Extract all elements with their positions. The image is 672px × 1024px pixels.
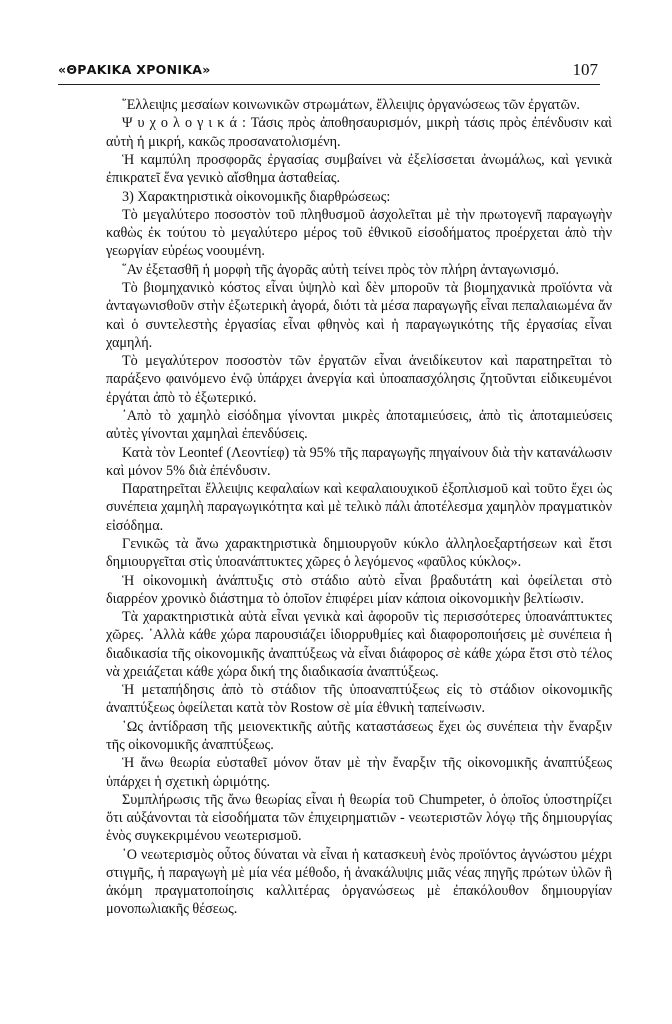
paragraph: Τὸ μεγαλύτερο ποσοστὸν τοῦ πληθυσμοῦ ἀσχολεῖται μὲ τὴν πρωτογενῆ παραγωγὴν καθὼς ἐκ τούτου τὸ μεγαλύτερο μέρος τοῦ ἐθνικοῦ εἰσοδήματος προέρχεται ἀπὸ τὴν γεωργίαν εὐρέως νοουμένη. — [106, 206, 612, 260]
page-number: 107 — [572, 60, 598, 79]
paragraph: Γενικῶς τὰ ἄνω χαρακτηριστικὰ δημιουργοῦν κύκλο ἀλληλοεξαρτήσεων καὶ ἔτσι δημιουργεῖται στὶς ὑποανάπτυκτες χῶρες ὁ λεγόμενος «φαῦλος κύκλος». — [106, 535, 612, 571]
paragraph: Συμπλήρωσις τῆς ἄνω θεωρίας εἶναι ἡ θεωρία τοῦ Chumpeter, ὁ ὁποῖος ὑποστηρίζει ὅτι αὐξάνονται τὰ εἰσοδήματα τῶν ἐπιχειρηματιῶν - νεωτεριστῶν λόγῳ τῆς δημιουργίας ἑνὸς συγκεκριμένου νεωτερισμοῦ. — [106, 791, 612, 845]
paragraph: Ψ υ χ ο λ ο γ ι κ ά : Τάσις πρὸς ἀποθησαυρισμόν, μικρὴ τάσις πρὸς ἐπένδυσιν καὶ αὐτὴ ἡ μικρή, κακῶς προσανατολισμένη. — [106, 115, 612, 150]
paragraph: Ἡ μεταπήδησις ἀπὸ τὸ στάδιον τῆς ὑποαναπτύξεως εἰς τὸ στάδιον οἰκονομικῆς ἀναπτύξεως ὀφείλεται κατὰ τὸν Rostow σὲ μία ἐθνικὴ ταπείνωσιν. — [106, 682, 612, 717]
paragraph: ᾿Απὸ τὸ χαμηλὸ εἰσόδημα γίνονται μικρὲς ἀποταμιεύσεις, ἀπὸ τὶς ἀποταμιεύσεις αὐτὲς γίνονται χαμηλαὶ ἐπενδύσεις. — [106, 407, 612, 443]
paragraph: ῾Ο νεωτερισμὸς οὗτος δύναται νὰ εἶναι ἡ κατασκευὴ ἑνὸς προϊόντος ἀγνώστου μέχρι στιγμῆς, ἡ παραγωγὴ μὲ μία νέα μέθοδο, ἡ ἀνακάλυψις μιᾶς νέας πηγῆς πρώτων ὑλῶν ἢ ἀκόμη πραγματοποίησις καλλιτέρας ὀργανώσεως μὲ ἐπακόλουθον δημιουργίαν μονοπωλιακῆς θέσεως. — [106, 846, 612, 918]
paragraph: Τὸ βιομηχανικὸ κόστος εἶναι ὑψηλὸ καὶ δὲν μποροῦν τὰ βιομηχανικὰ προϊόντα νὰ ἀνταγωνισθοῦν στὴν ἐξωτερικὴ ἀγορά, διότι τὰ μέσα παραγωγῆς εἶναι πεπαλαιωμένα ἄν καὶ ὁ συντελεστὴς ἐργασίας εἶναι φθηνὸς καὶ ἡ παραγωγικότης τῆς ἐργασίας εἶναι χαμηλή. — [106, 280, 612, 351]
paragraph: Ἡ καμπύλη προσφορᾶς ἐργασίας συμβαίνει νὰ ἐξελίσσεται ἀνωμάλως, καὶ γενικὰ ἐπικρατεῖ ἕνα γενικὸ αἴσθημα ἀσταθείας. — [106, 151, 612, 187]
paragraph: Ἡ ἄνω θεωρία εὐσταθεῖ μόνον ὅταν μὲ τὴν ἔναρξιν τῆς οἰκονομικῆς ἀναπτύξεως ὑπάρχει ἡ σχετικὴ ὡριμότης. — [106, 755, 612, 790]
paragraph: Τὸ μεγαλύτερον ποσοστὸν τῶν ἐργατῶν εἶναι ἀνειδίκευτον καὶ παρατηρεῖται τὸ παράξενο φαινόμενο ἐνῷ ὑπάρχει ἀνεργία καὶ ὑποαπασχόλησις ζητοῦνται εἰδικευμένοι ἐργάται ἀπὸ τὸ ἐξωτερικό. — [106, 353, 612, 406]
body-text — [106, 96, 612, 919]
paragraph: Κατὰ τὸν Leontef (Λεοντίεφ) τὰ 95% τῆς παραγωγῆς πηγαίνουν διὰ τὴν κατανάλωσιν καὶ μόνον 5% διὰ ἐπένδυσιν. — [106, 444, 612, 479]
page-header — [58, 62, 598, 84]
journal-title: «ΘΡΑΚΙΚΑ ΧΡΟΝΙΚΑ» — [58, 62, 211, 77]
paragraph: Τὰ χαρακτηριστικὰ αὐτὰ εἶναι γενικὰ καὶ ἀφοροῦν τὶς περισσότερες ὑποανάπτυκτες χῶρες. ᾿Αλλὰ κάθε χώρα παρουσιάζει ἰδιορρυθμίες καὶ διαφοροποιήσεις μὲ συνέπεια ἡ διαδικασία τῆς οἰκονομικῆς ἀναπτύξεως νὰ εἶναι διάφορος σὲ κάθε χώρα ἔτσι στὸ τέλος νὰ χρειάζεται κάθε χώρα δική της διαδικασία ἀναπτύξεως. — [106, 609, 612, 680]
paragraph: ῞Αν ἐξετασθῆ ἡ μορφὴ τῆς ἀγορᾶς αὐτὴ τείνει πρὸς τὸν πλήρη ἀνταγωνισμό. — [122, 261, 560, 278]
paragraph: ῾Ως ἀντίδραση τῆς μειονεκτικῆς αὐτῆς καταστάσεως ἔχει ὡς συνέπεια τὴν ἔναρξιν τῆς οἰκονομικῆς ἀναπτύξεως. — [106, 718, 612, 753]
paragraph: 3) Χαρακτηριστικὰ οἰκονομικῆς διαρθρώσεως: — [122, 188, 391, 205]
paragraph: ῞Ελλειψις μεσαίων κοινωνικῶν στρωμάτων, ἔλλειψις ὀργανώσεως τῶν ἐργατῶν. — [122, 97, 580, 113]
header-rule — [58, 84, 600, 85]
paragraph: Παρατηρεῖται ἔλλειψις κεφαλαίων καὶ κεφαλαιουχικοῦ ἐξοπλισμοῦ καὶ τοῦτο ἔχει ὡς συνέπεια χαμηλὴ παραγωγικότητα καὶ μὲ τελικὸ πάλι ἀποτέλεσμα χαμηλὸν πραγματικὸν εἰσόδημα. — [106, 481, 612, 534]
paragraph: Ἡ οἰκονομικὴ ἀνάπτυξις στὸ στάδιο αὐτὸ εἶναι βραδυτάτη καὶ ὀφείλεται στὸ διαρρέον χρονικὸ διάστημα τὸ ὁποῖον ἐπιφέρει μίαν κάποια οἰκονομικὴν βελτίωσιν. — [106, 572, 612, 607]
